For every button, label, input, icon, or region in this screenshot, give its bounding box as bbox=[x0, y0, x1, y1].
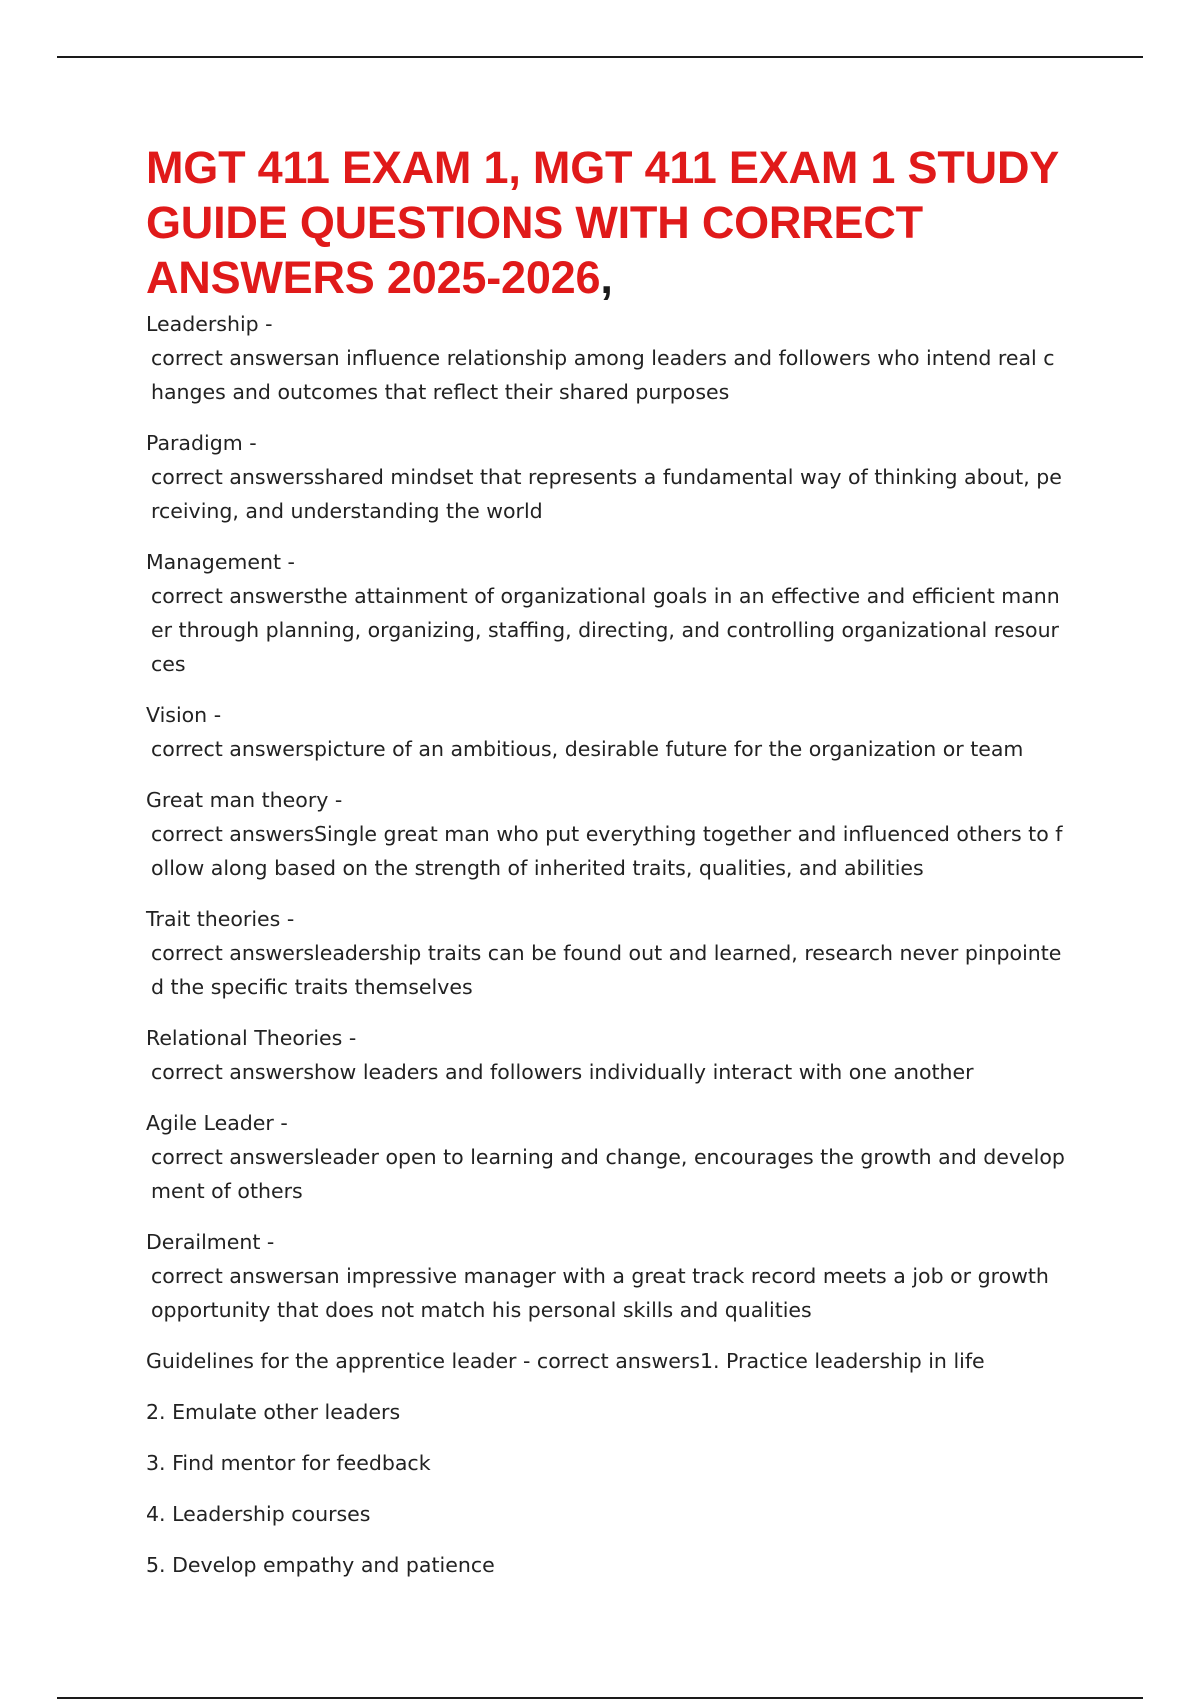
guidelines-entry bbox=[146, 1344, 1066, 1378]
top-rule bbox=[57, 56, 1143, 58]
answer: correct answerspicture of an ambitious, desirable future for the organization or team bbox=[151, 737, 1024, 761]
qa-entry bbox=[146, 426, 1066, 528]
term: Trait theories - bbox=[146, 907, 295, 931]
answer: correct answers1. Practice leadership in life bbox=[536, 1349, 985, 1373]
term: Agile Leader - bbox=[146, 1111, 288, 1135]
document-body bbox=[146, 140, 1066, 1599]
guideline-item: 2. Emulate other leaders bbox=[146, 1400, 401, 1424]
qa-entry bbox=[146, 698, 1066, 766]
answer: correct answersshared mindset that represents a fundamental way of thinking about, perceiving, and understanding the world bbox=[151, 465, 1062, 523]
qa-entry bbox=[146, 545, 1066, 681]
title-text: MGT 411 EXAM 1, MGT 411 EXAM 1 STUDY GUIDE QUESTIONS WITH CORRECT ANSWERS 2025-2026 bbox=[146, 142, 1059, 303]
qa-list bbox=[146, 307, 1066, 1582]
term: Vision - bbox=[146, 703, 222, 727]
answer: correct answersleader open to learning and change, encourages the growth and development of others bbox=[151, 1145, 1065, 1203]
answer: correct answersan impressive manager with a great track record meets a job or growth opportunity that does not match his personal skills and qualities bbox=[151, 1264, 1049, 1322]
guideline-item: 4. Leadership courses bbox=[146, 1502, 371, 1526]
answer: correct answershow leaders and followers individually interact with one another bbox=[151, 1060, 974, 1084]
qa-entry bbox=[146, 307, 1066, 409]
qa-entry bbox=[146, 1225, 1066, 1327]
term: Paradigm - bbox=[146, 431, 257, 455]
qa-entry bbox=[146, 1106, 1066, 1208]
qa-entry bbox=[146, 783, 1066, 885]
answer: correct answersan influence relationship among leaders and followers who intend real changes and outcomes that reflect their shared purposes bbox=[151, 346, 1055, 404]
term: Guidelines for the apprentice leader - bbox=[146, 1349, 537, 1373]
term: Relational Theories - bbox=[146, 1026, 357, 1050]
answer: correct answersthe attainment of organizational goals in an effective and efficient manner through planning, organizing, staffing, directing, and controlling organizational resources bbox=[151, 584, 1060, 676]
qa-entry bbox=[146, 1021, 1066, 1089]
bottom-rule bbox=[57, 1697, 1143, 1699]
term: Great man theory - bbox=[146, 788, 343, 812]
guideline-item: 3. Find mentor for feedback bbox=[146, 1451, 431, 1475]
answer: correct answersSingle great man who put everything together and influenced others to follow along based on the strength of inherited traits, qualities, and abilities bbox=[151, 822, 1063, 880]
document-title bbox=[146, 140, 1066, 305]
term: Management - bbox=[146, 550, 295, 574]
guideline-item: 5. Develop empathy and patience bbox=[146, 1553, 495, 1577]
term: Derailment - bbox=[146, 1230, 275, 1254]
title-suffix: , bbox=[600, 252, 613, 303]
term: Leadership - bbox=[146, 312, 273, 336]
answer: correct answersleadership traits can be found out and learned, research never pinpointed the specific traits themselves bbox=[151, 941, 1062, 999]
qa-entry bbox=[146, 902, 1066, 1004]
